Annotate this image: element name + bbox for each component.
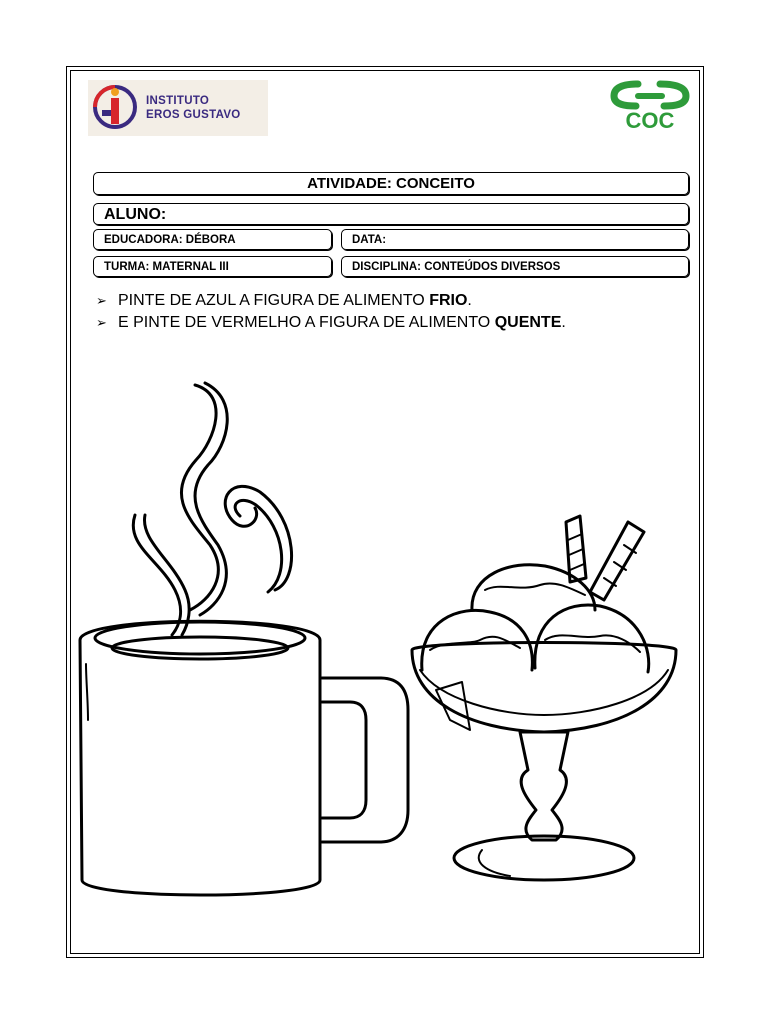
instruction-text: PINTE DE AZUL A FIGURA DE ALIMENTO FRIO.	[118, 292, 472, 309]
ice-cream-sundae-icon	[412, 516, 676, 880]
class-field: TURMA: MATERNAL III	[93, 256, 332, 277]
school-logo-line2: EROS GUSTAVO	[146, 109, 241, 121]
student-name-field[interactable]: ALUNO:	[93, 203, 689, 225]
school-logo-line1: INSTITUTO	[146, 95, 210, 107]
instruction-text: E PINTE DE VERMELHO A FIGURA DE ALIMENTO QUENTE.	[118, 314, 566, 331]
coc-logo-text: COC	[625, 108, 675, 130]
activity-title: ATIVIDADE: CONCEITO	[93, 172, 689, 195]
educator-field: EDUCADORA: DÉBORA	[93, 229, 332, 250]
arrow-bullet-icon: ➢	[96, 315, 107, 330]
subject-field: DISCIPLINA: CONTEÚDOS DIVERSOS	[341, 256, 689, 277]
arrow-bullet-icon: ➢	[96, 293, 107, 308]
date-field[interactable]: DATA:	[341, 229, 689, 250]
steam-icon	[133, 383, 291, 635]
coffee-mug-icon	[80, 621, 408, 895]
